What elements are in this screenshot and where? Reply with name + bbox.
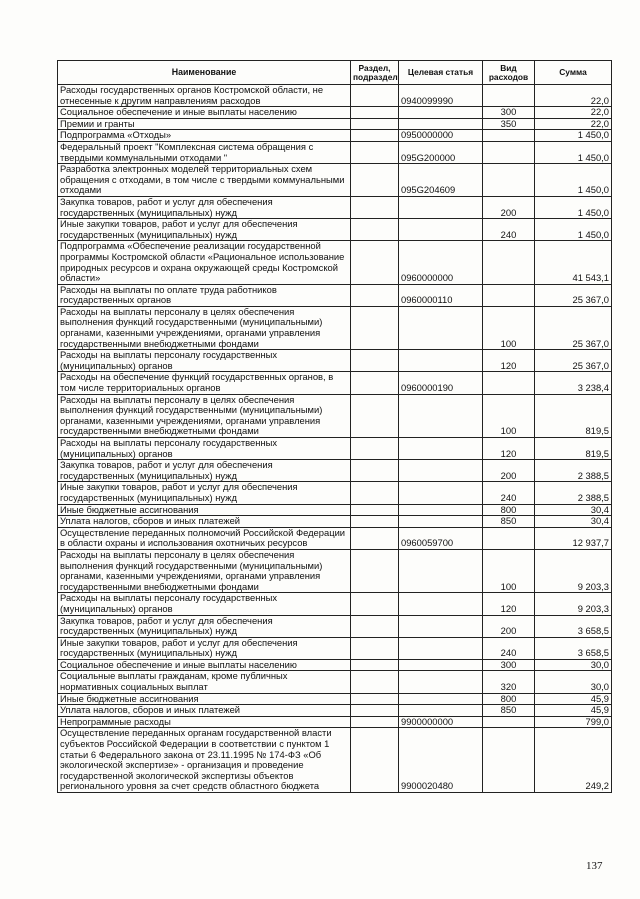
cell-article: [399, 394, 483, 437]
cell-article: 9900000000: [399, 716, 483, 728]
cell-sum: 45,9: [535, 693, 612, 705]
cell-article: [399, 438, 483, 460]
cell-sum: 3 238,4: [535, 372, 612, 394]
cell-name: Осуществление переданных полномочий Российской Федерации в области охраны и использования охотничьих ресурсов: [58, 527, 351, 549]
cell-sum: 30,4: [535, 504, 612, 516]
cell-name: Разработка электронных моделей территориальных схем обращения с отходами, в том числе с твердыми коммунальными отходами: [58, 164, 351, 197]
cell-sum: 22,0: [535, 85, 612, 107]
cell-kind: 850: [483, 516, 535, 528]
cell-section: [351, 716, 399, 728]
table-row: [58, 460, 612, 482]
cell-name: Расходы на выплаты персоналу в целях обеспечения выполнения функций государственными (муниципальными) органами, казенными учреждениями, органами управления государственными внебюджетными фондами: [58, 549, 351, 592]
cell-sum: 1 450,0: [535, 196, 612, 218]
table-row: [58, 693, 612, 705]
cell-name: Расходы на выплаты персоналу в целях обеспечения выполнения функций государственными (муниципальными) органами, казенными учреждениями, органами управления государственными внебюджетными фондами: [58, 306, 351, 349]
cell-kind: 120: [483, 438, 535, 460]
table-row: [58, 306, 612, 349]
cell-name: Социальное обеспечение и иные выплаты населению: [58, 659, 351, 671]
cell-kind: 200: [483, 615, 535, 637]
cell-section: [351, 219, 399, 241]
budget-table: [57, 60, 612, 793]
cell-sum: 1 450,0: [535, 130, 612, 142]
cell-kind: [483, 728, 535, 793]
cell-article: 0960000190: [399, 372, 483, 394]
cell-section: [351, 438, 399, 460]
table-row: [58, 504, 612, 516]
cell-name: Расходы на выплаты персоналу государственных (муниципальных) органов: [58, 350, 351, 372]
cell-name: Премии и гранты: [58, 118, 351, 130]
table-row: [58, 164, 612, 197]
table-row: [58, 637, 612, 659]
cell-name: Иные бюджетные ассигнования: [58, 504, 351, 516]
cell-section: [351, 141, 399, 163]
cell-name: Непрограммные расходы: [58, 716, 351, 728]
table-body: [58, 85, 612, 793]
table-row: [58, 284, 612, 306]
cell-article: [399, 196, 483, 218]
cell-name: Иные бюджетные ассигнования: [58, 693, 351, 705]
cell-sum: 25 367,0: [535, 284, 612, 306]
cell-kind: 800: [483, 504, 535, 516]
cell-section: [351, 527, 399, 549]
cell-sum: 1 450,0: [535, 219, 612, 241]
cell-kind: 120: [483, 350, 535, 372]
table-header-row: [58, 61, 612, 85]
cell-name: Иные закупки товаров, работ и услуг для обеспечения государственных (муниципальных) нужд: [58, 637, 351, 659]
cell-sum: 45,9: [535, 705, 612, 717]
cell-section: [351, 306, 399, 349]
cell-kind: [483, 527, 535, 549]
cell-kind: 240: [483, 637, 535, 659]
table-row: [58, 482, 612, 504]
cell-name: Иные закупки товаров, работ и услуг для обеспечения государственных (муниципальных) нужд: [58, 219, 351, 241]
cell-name: Подпрограмма «Обеспечение реализации государственной программы Костромской области «Рациональное использование природных ресурсов и охрана окружающей среды Костромской области»: [58, 241, 351, 284]
cell-sum: 249,2: [535, 728, 612, 793]
cell-name: Закупка товаров, работ и услуг для обеспечения государственных (муниципальных) нужд: [58, 460, 351, 482]
cell-sum: 41 543,1: [535, 241, 612, 284]
cell-sum: 22,0: [535, 107, 612, 119]
cell-sum: 12 937,7: [535, 527, 612, 549]
cell-sum: 1 450,0: [535, 141, 612, 163]
cell-article: [399, 460, 483, 482]
cell-section: [351, 372, 399, 394]
cell-name: Осуществление переданных органам государственной власти субъектов Российской Федерации в соответствии с пунктом 1 статьи 6 Федерального закона от 23.11.1995 № 174-ФЗ «Об экологической экспертизе» - организация и проведение государственной экологической экспертизы объектов регионального уровня за счет средств областного бюджета: [58, 728, 351, 793]
cell-sum: 819,5: [535, 438, 612, 460]
table-row: [58, 659, 612, 671]
cell-article: 9900020480: [399, 728, 483, 793]
table-row: [58, 130, 612, 142]
cell-section: [351, 196, 399, 218]
cell-sum: 799,0: [535, 716, 612, 728]
cell-section: [351, 460, 399, 482]
cell-article: 0960000000: [399, 241, 483, 284]
cell-article: [399, 671, 483, 693]
table-row: [58, 438, 612, 460]
cell-section: [351, 637, 399, 659]
cell-sum: 2 388,5: [535, 460, 612, 482]
table-row: [58, 141, 612, 163]
cell-section: [351, 394, 399, 437]
cell-section: [351, 482, 399, 504]
cell-kind: 100: [483, 306, 535, 349]
cell-article: [399, 107, 483, 119]
cell-sum: 25 367,0: [535, 350, 612, 372]
cell-article: [399, 593, 483, 615]
cell-sum: 3 658,5: [535, 615, 612, 637]
cell-sum: 30,4: [535, 516, 612, 528]
cell-sum: 9 203,3: [535, 549, 612, 592]
cell-section: [351, 728, 399, 793]
cell-section: [351, 85, 399, 107]
cell-kind: 100: [483, 549, 535, 592]
table-row: [58, 728, 612, 793]
cell-name: Расходы на обеспечение функций государственных органов, в том числе территориальных органов: [58, 372, 351, 394]
cell-kind: 850: [483, 705, 535, 717]
cell-kind: [483, 284, 535, 306]
cell-kind: 800: [483, 693, 535, 705]
cell-section: [351, 693, 399, 705]
cell-section: [351, 241, 399, 284]
cell-sum: 30,0: [535, 659, 612, 671]
cell-name: Расходы на выплаты персоналу государственных (муниципальных) органов: [58, 438, 351, 460]
cell-kind: [483, 241, 535, 284]
cell-section: [351, 671, 399, 693]
table-row: [58, 107, 612, 119]
table-row: [58, 350, 612, 372]
cell-kind: 350: [483, 118, 535, 130]
page-number: 137: [586, 860, 603, 872]
cell-article: 095G204609: [399, 164, 483, 197]
cell-section: [351, 130, 399, 142]
cell-article: 0940099990: [399, 85, 483, 107]
table-row: [58, 118, 612, 130]
cell-section: [351, 284, 399, 306]
table-row: [58, 716, 612, 728]
cell-name: Расходы на выплаты персоналу государственных (муниципальных) органов: [58, 593, 351, 615]
table-row: [58, 394, 612, 437]
cell-kind: 300: [483, 659, 535, 671]
cell-kind: [483, 716, 535, 728]
cell-article: [399, 219, 483, 241]
cell-name: Расходы государственных органов Костромской области, не отнесенные к другим направлениям расходов: [58, 85, 351, 107]
cell-kind: 240: [483, 219, 535, 241]
cell-name: Социальные выплаты гражданам, кроме публичных нормативных социальных выплат: [58, 671, 351, 693]
table-row: [58, 241, 612, 284]
cell-sum: 2 388,5: [535, 482, 612, 504]
cell-section: [351, 504, 399, 516]
cell-kind: 200: [483, 196, 535, 218]
cell-section: [351, 107, 399, 119]
cell-article: 0960000110: [399, 284, 483, 306]
table-row: [58, 549, 612, 592]
cell-name: Федеральный проект "Комплексная система обращения с твердыми коммунальными отходами ": [58, 141, 351, 163]
cell-kind: 100: [483, 394, 535, 437]
table-row: [58, 219, 612, 241]
cell-name: Уплата налогов, сборов и иных платежей: [58, 516, 351, 528]
header-section: Раздел, подраздел: [351, 61, 399, 85]
cell-sum: 1 450,0: [535, 164, 612, 197]
cell-article: 095G200000: [399, 141, 483, 163]
cell-section: [351, 593, 399, 615]
cell-sum: 3 658,5: [535, 637, 612, 659]
cell-article: 0960059700: [399, 527, 483, 549]
cell-section: [351, 659, 399, 671]
table-row: [58, 527, 612, 549]
header-kind: Вид расходов: [483, 61, 535, 85]
cell-name: Расходы на выплаты по оплате труда работников государственных органов: [58, 284, 351, 306]
cell-kind: [483, 85, 535, 107]
cell-sum: 9 203,3: [535, 593, 612, 615]
cell-kind: 300: [483, 107, 535, 119]
table-row: [58, 516, 612, 528]
cell-article: [399, 549, 483, 592]
header-article: Целевая статья: [399, 61, 483, 85]
table-row: [58, 593, 612, 615]
header-name: Наименование: [58, 61, 351, 85]
cell-section: [351, 350, 399, 372]
table-row: [58, 85, 612, 107]
cell-name: Иные закупки товаров, работ и услуг для обеспечения государственных (муниципальных) нужд: [58, 482, 351, 504]
cell-article: [399, 504, 483, 516]
cell-kind: [483, 141, 535, 163]
cell-name: Расходы на выплаты персоналу в целях обеспечения выполнения функций государственными (муниципальными) органами, казенными учреждениями, органами управления государственными внебюджетными фондами: [58, 394, 351, 437]
cell-kind: [483, 372, 535, 394]
cell-kind: 320: [483, 671, 535, 693]
cell-article: [399, 693, 483, 705]
table-row: [58, 705, 612, 717]
cell-article: [399, 350, 483, 372]
cell-article: [399, 637, 483, 659]
cell-sum: 30,0: [535, 671, 612, 693]
cell-section: [351, 164, 399, 197]
cell-article: [399, 482, 483, 504]
cell-kind: [483, 130, 535, 142]
cell-article: [399, 118, 483, 130]
cell-name: Подпрограмма «Отходы»: [58, 130, 351, 142]
table-row: [58, 196, 612, 218]
cell-section: [351, 118, 399, 130]
cell-kind: [483, 164, 535, 197]
cell-article: [399, 659, 483, 671]
table-row: [58, 372, 612, 394]
cell-kind: 200: [483, 460, 535, 482]
cell-article: [399, 516, 483, 528]
cell-name: Социальное обеспечение и иные выплаты населению: [58, 107, 351, 119]
cell-name: Закупка товаров, работ и услуг для обеспечения государственных (муниципальных) нужд: [58, 615, 351, 637]
header-sum: Сумма: [535, 61, 612, 85]
cell-kind: 120: [483, 593, 535, 615]
cell-article: [399, 615, 483, 637]
cell-section: [351, 516, 399, 528]
cell-name: Закупка товаров, работ и услуг для обеспечения государственных (муниципальных) нужд: [58, 196, 351, 218]
cell-sum: 819,5: [535, 394, 612, 437]
cell-article: [399, 306, 483, 349]
cell-section: [351, 615, 399, 637]
cell-name: Уплата налогов, сборов и иных платежей: [58, 705, 351, 717]
cell-section: [351, 705, 399, 717]
cell-kind: 240: [483, 482, 535, 504]
cell-sum: 22,0: [535, 118, 612, 130]
cell-section: [351, 549, 399, 592]
table-row: [58, 671, 612, 693]
table-row: [58, 615, 612, 637]
cell-article: [399, 705, 483, 717]
cell-article: 0950000000: [399, 130, 483, 142]
cell-sum: 25 367,0: [535, 306, 612, 349]
